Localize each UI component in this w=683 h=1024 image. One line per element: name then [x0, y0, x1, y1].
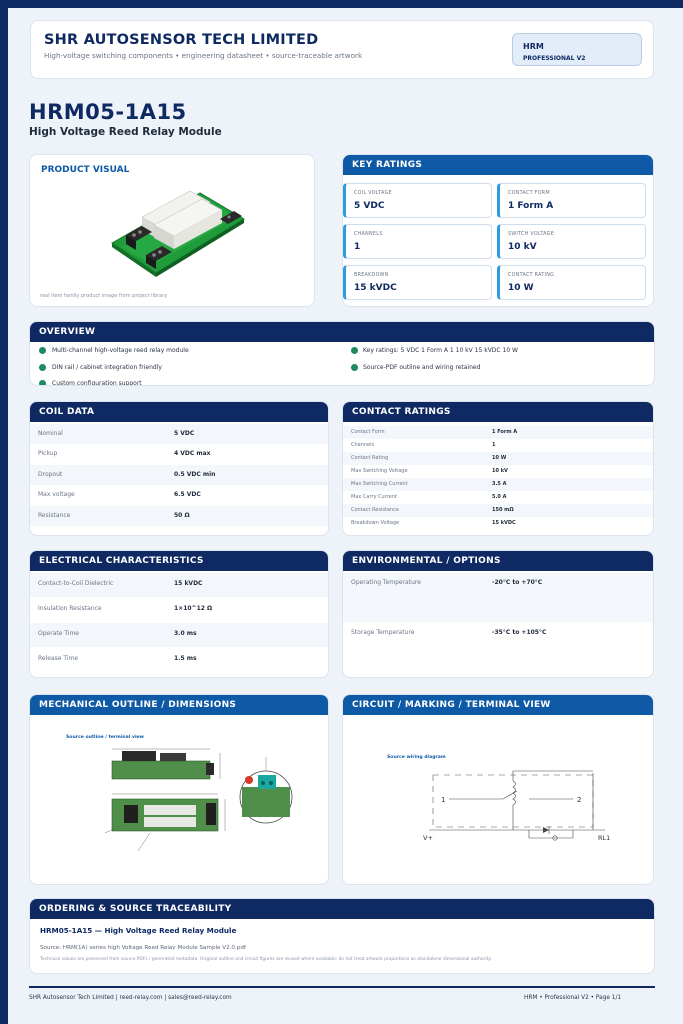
rating-value: 10 W	[508, 283, 534, 293]
table-row	[30, 465, 328, 485]
row-value: 5.0 A	[492, 494, 507, 500]
circuit-header: CIRCUIT / MARKING / TERMINAL VIEW	[343, 695, 653, 715]
rating-tile-contact-rating	[497, 265, 646, 300]
badge-series: HRM	[523, 42, 544, 51]
rating-tile-breakdown	[343, 265, 492, 300]
overview-item: DIN rail / cabinet integration friendly	[52, 364, 162, 371]
rating-value: 1 Form A	[508, 201, 554, 211]
table-row	[343, 439, 653, 452]
product-subtitle: High Voltage Reed Relay Module	[29, 126, 222, 138]
company-tagline: High-voltage switching components • engineering datasheet • source-traceable artwork	[44, 51, 363, 60]
company-name: SHR AUTOSENSOR TECH LIMITED	[44, 32, 319, 48]
row-value: 1 Form A	[492, 429, 518, 435]
vplus-label: V+	[423, 834, 433, 842]
row-value: 1	[492, 442, 496, 448]
row-label: Contact Form	[351, 429, 385, 435]
row-value: 6.5 VDC	[174, 491, 201, 498]
row-value: 10 W	[492, 455, 507, 461]
circuit-diagram	[343, 695, 654, 885]
badge-level: PROFESSIONAL V2	[523, 55, 586, 62]
row-value: 4 VDC max	[174, 450, 211, 457]
rating-label: CONTACT RATING	[508, 273, 555, 278]
row-label: Nominal	[38, 430, 63, 437]
row-value: 5 VDC	[174, 430, 195, 437]
rating-value: 15 kVDC	[354, 283, 397, 293]
ordering-header: ORDERING & SOURCE TRACEABILITY	[30, 899, 654, 919]
series-badge	[512, 33, 642, 66]
bullet-dot	[39, 364, 46, 371]
ordering-line: HRM05-1A15 — High Voltage Reed Relay Module	[40, 926, 237, 935]
bullet-dot	[351, 364, 358, 371]
rating-label: CHANNELS	[354, 232, 383, 237]
key-ratings-header: KEY RATINGS	[343, 155, 653, 175]
row-label: Resistance	[38, 512, 71, 519]
table-row	[30, 573, 328, 597]
electrical-card	[29, 550, 329, 678]
contact-ratings-header: CONTACT RATINGS	[343, 402, 653, 422]
environmental-card	[342, 550, 654, 678]
table-row	[343, 426, 653, 439]
row-value: 3.0 ms	[174, 630, 197, 637]
rating-value: 10 kV	[508, 242, 537, 252]
rating-tile-contact-form	[497, 183, 646, 218]
mechanical-card	[29, 694, 329, 885]
row-label: Breakdown Voltage	[351, 520, 400, 526]
row-label: Max Carry Current	[351, 494, 397, 500]
rl1-label: RL1	[598, 834, 611, 842]
row-value: 15 kVDC	[174, 580, 203, 587]
table-row	[343, 573, 653, 622]
ordering-card	[29, 898, 655, 974]
row-label: Release Time	[38, 655, 79, 662]
table-row	[343, 465, 653, 478]
circuit-caption: Source wiring diagram	[387, 755, 446, 760]
table-row	[30, 485, 328, 505]
part-number: HRM05-1A15	[29, 100, 187, 124]
row-label: Operating Temperature	[351, 579, 421, 586]
table-row	[343, 623, 653, 672]
table-row	[30, 648, 328, 672]
mechanical-drawing	[30, 695, 329, 885]
pin-2-label: 2	[577, 796, 582, 804]
row-label: Dropout	[38, 471, 63, 478]
left-accent-strip	[0, 0, 8, 1024]
row-value: 50 Ω	[174, 512, 190, 519]
row-value: -20°C to +70°C	[492, 579, 543, 586]
bullet-dot	[39, 347, 46, 354]
rating-value: 5 VDC	[354, 201, 385, 211]
product-visual-card	[29, 154, 315, 307]
overview-item: Source-PDF outline and wiring retained	[363, 364, 481, 371]
rating-label: BREAKDOWN	[354, 273, 389, 278]
table-row	[343, 452, 653, 465]
row-label: Contact Rating	[351, 455, 389, 461]
row-value: 3.5 A	[492, 481, 507, 487]
rating-tile-channels	[343, 224, 492, 259]
ordering-note: Technical values are preserved from source PDFs / generated metadata. Original outline and circuit figures are reused where available; do not treat artwork proportions as standalone dimensional authority.	[40, 957, 492, 962]
rating-tile-coil-voltage	[343, 183, 492, 218]
circuit-card	[342, 694, 654, 885]
row-value: 1×10^12 Ω	[174, 605, 213, 612]
rating-label: COIL VOLTAGE	[354, 191, 392, 196]
overview-card	[29, 321, 655, 386]
coil-data-header: COIL DATA	[30, 402, 328, 422]
top-accent-strip	[0, 0, 683, 8]
table-row	[343, 504, 653, 517]
rating-value: 1	[354, 242, 361, 252]
environmental-header: ENVIRONMENTAL / OPTIONS	[343, 551, 653, 571]
mechanical-header: MECHANICAL OUTLINE / DIMENSIONS	[30, 695, 328, 715]
row-value: 150 mΩ	[492, 507, 514, 513]
row-label: Max voltage	[38, 491, 75, 498]
row-label: Max Switching Voltage	[351, 468, 408, 474]
pin-1-label: 1	[441, 796, 446, 804]
product-visual-title: PRODUCT VISUAL	[41, 165, 130, 175]
table-row	[30, 598, 328, 622]
row-value: 15 kVDC	[492, 520, 516, 526]
row-label: Channels	[351, 442, 375, 448]
bullet-dot	[351, 347, 358, 354]
row-label: Operate Time	[38, 630, 80, 637]
row-value: 10 kV	[492, 468, 508, 474]
row-value: -35°C to +105°C	[492, 629, 547, 636]
rating-label: SWITCH VOLTAGE	[508, 232, 555, 237]
key-ratings-card	[342, 154, 654, 307]
table-row	[30, 444, 328, 464]
product-visual-caption: real item family product image from project library	[40, 293, 168, 299]
rating-label: CONTACT FORM	[508, 191, 550, 196]
overview-item: Custom configuration support	[52, 380, 142, 386]
coil-data-card	[29, 401, 329, 536]
table-row	[30, 424, 328, 444]
row-label: Contact Resistance	[351, 507, 399, 513]
product-image	[30, 155, 315, 307]
ordering-source: Source: HRM(1A) series high Voltage Reed Relay Module Sample V2.0.pdf	[40, 945, 246, 951]
footer-divider	[29, 986, 655, 988]
footer-page-info: HRM • Professional V2 • Page 1/1	[524, 995, 622, 1001]
contact-ratings-card	[342, 401, 654, 536]
row-label: Insulation Resistance	[38, 605, 102, 612]
rating-tile-switch-voltage	[497, 224, 646, 259]
table-row	[343, 491, 653, 504]
row-value: 0.5 VDC min	[174, 471, 216, 478]
row-label: Storage Temperature	[351, 629, 415, 636]
footer-contact: SHR Autosensor Tech Limited | reed-relay.com | sales@reed-relay.com	[29, 995, 232, 1001]
mechanical-caption: Source outline / terminal view	[66, 735, 144, 740]
overview-item: Multi-channel high-voltage reed relay module	[52, 347, 189, 354]
table-row	[343, 517, 653, 530]
table-row	[30, 623, 328, 647]
row-label: Contact-to-Coil Dielectric	[38, 580, 114, 587]
row-value: 1.5 ms	[174, 655, 197, 662]
table-row	[30, 506, 328, 526]
header-card	[30, 20, 654, 79]
overview-item: Key ratings: 5 VDC 1 Form A 1 10 kV 15 kVDC 10 W	[363, 347, 518, 354]
row-label: Max Switching Current	[351, 481, 408, 487]
overview-header: OVERVIEW	[30, 322, 654, 342]
table-row	[343, 478, 653, 491]
bullet-dot	[39, 380, 46, 386]
electrical-header: ELECTRICAL CHARACTERISTICS	[30, 551, 328, 571]
row-label: Pickup	[38, 450, 58, 457]
